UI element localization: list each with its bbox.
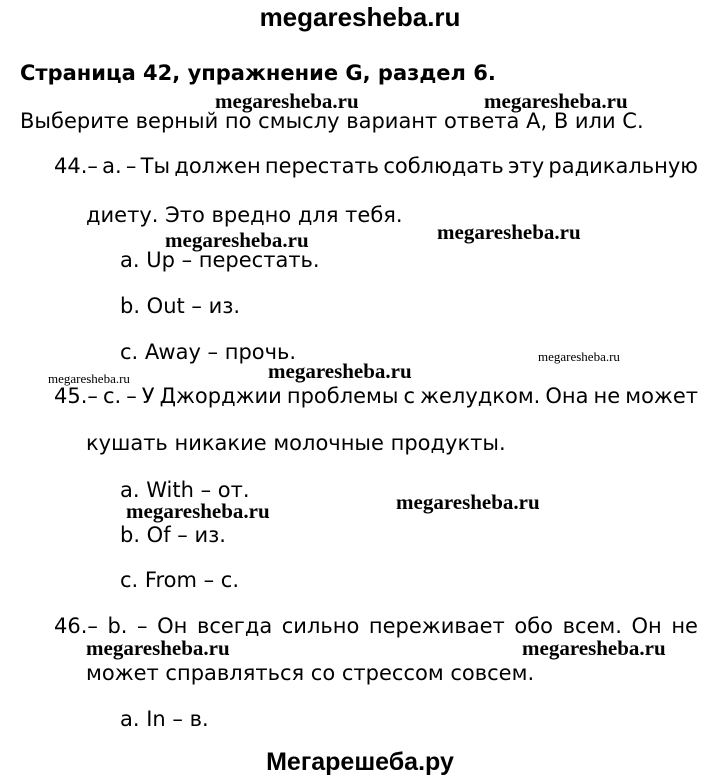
word: Он	[631, 614, 662, 638]
option-45-c: c. From – с.	[120, 568, 239, 592]
exercise-instruction: Выберите верный по смыслу вариант ответа А, В или С.	[20, 109, 644, 133]
word: У	[141, 384, 155, 408]
answer-45-line-1	[54, 384, 698, 408]
word: 46.–	[54, 614, 98, 638]
answer-44-line-1	[54, 154, 698, 178]
word: переживает	[368, 614, 505, 638]
word: –	[126, 384, 137, 408]
footer-title: Мегарешеба.ру	[266, 748, 454, 776]
word: обо	[514, 614, 553, 638]
option-44-c: c. Away – прочь.	[120, 340, 297, 364]
word: Джорджии	[159, 384, 282, 408]
watermark: megaresheba.ru	[165, 228, 309, 252]
watermark: megaresheba.ru	[396, 490, 540, 514]
word: –	[137, 614, 148, 638]
watermark: megaresheba.ru	[215, 89, 359, 113]
word: не	[671, 614, 698, 638]
word: перестать	[264, 154, 380, 178]
word: Она	[545, 384, 589, 408]
word: 44.–	[54, 154, 98, 178]
option-44-a: a. Up – перестать.	[120, 248, 320, 272]
word: a.	[102, 154, 122, 178]
option-44-b: b. Out – из.	[120, 294, 241, 318]
word: радикальную	[548, 154, 698, 178]
watermark: megaresheba.ru	[48, 371, 130, 386]
watermark: megaresheba.ru	[86, 636, 230, 660]
word: –	[125, 154, 137, 178]
option-45-a: a. With – от.	[120, 478, 250, 502]
word: желудком.	[420, 384, 541, 408]
word: должен	[174, 154, 261, 178]
answer-46-line-2: может справляться со стрессом совсем.	[86, 661, 535, 685]
watermark: megaresheba.ru	[268, 359, 412, 383]
word: Он	[157, 614, 188, 638]
watermark: megaresheba.ru	[126, 499, 270, 523]
watermark: megaresheba.ru	[522, 636, 666, 660]
word: Ты	[140, 154, 171, 178]
word: может	[625, 384, 698, 408]
word: b.	[107, 614, 128, 638]
exercise-heading: Страница 42, упражнение G, раздел 6.	[20, 61, 496, 85]
answer-45-line-2: кушать никакие молочные продукты.	[86, 431, 506, 455]
option-45-b: b. Of – из.	[120, 523, 226, 547]
watermark: megaresheba.ru	[538, 349, 620, 364]
word: 45.–	[54, 384, 98, 408]
word: эту	[508, 154, 545, 178]
word: проблемы	[286, 384, 399, 408]
word: сильно	[281, 614, 360, 638]
word: соблюдать	[383, 154, 504, 178]
site-title: megaresheba.ru	[259, 2, 461, 32]
answer-44-line-2: диету. Это вредно для тебя.	[86, 203, 403, 227]
word: не	[593, 384, 621, 408]
watermark: megaresheba.ru	[484, 89, 628, 113]
answer-46-line-1	[54, 614, 698, 638]
word: всем.	[562, 614, 622, 638]
option-46-a: a. In – в.	[120, 707, 209, 731]
word: с	[403, 384, 416, 408]
watermark: megaresheba.ru	[437, 220, 581, 244]
word: c.	[102, 384, 122, 408]
word: всегда	[196, 614, 273, 638]
